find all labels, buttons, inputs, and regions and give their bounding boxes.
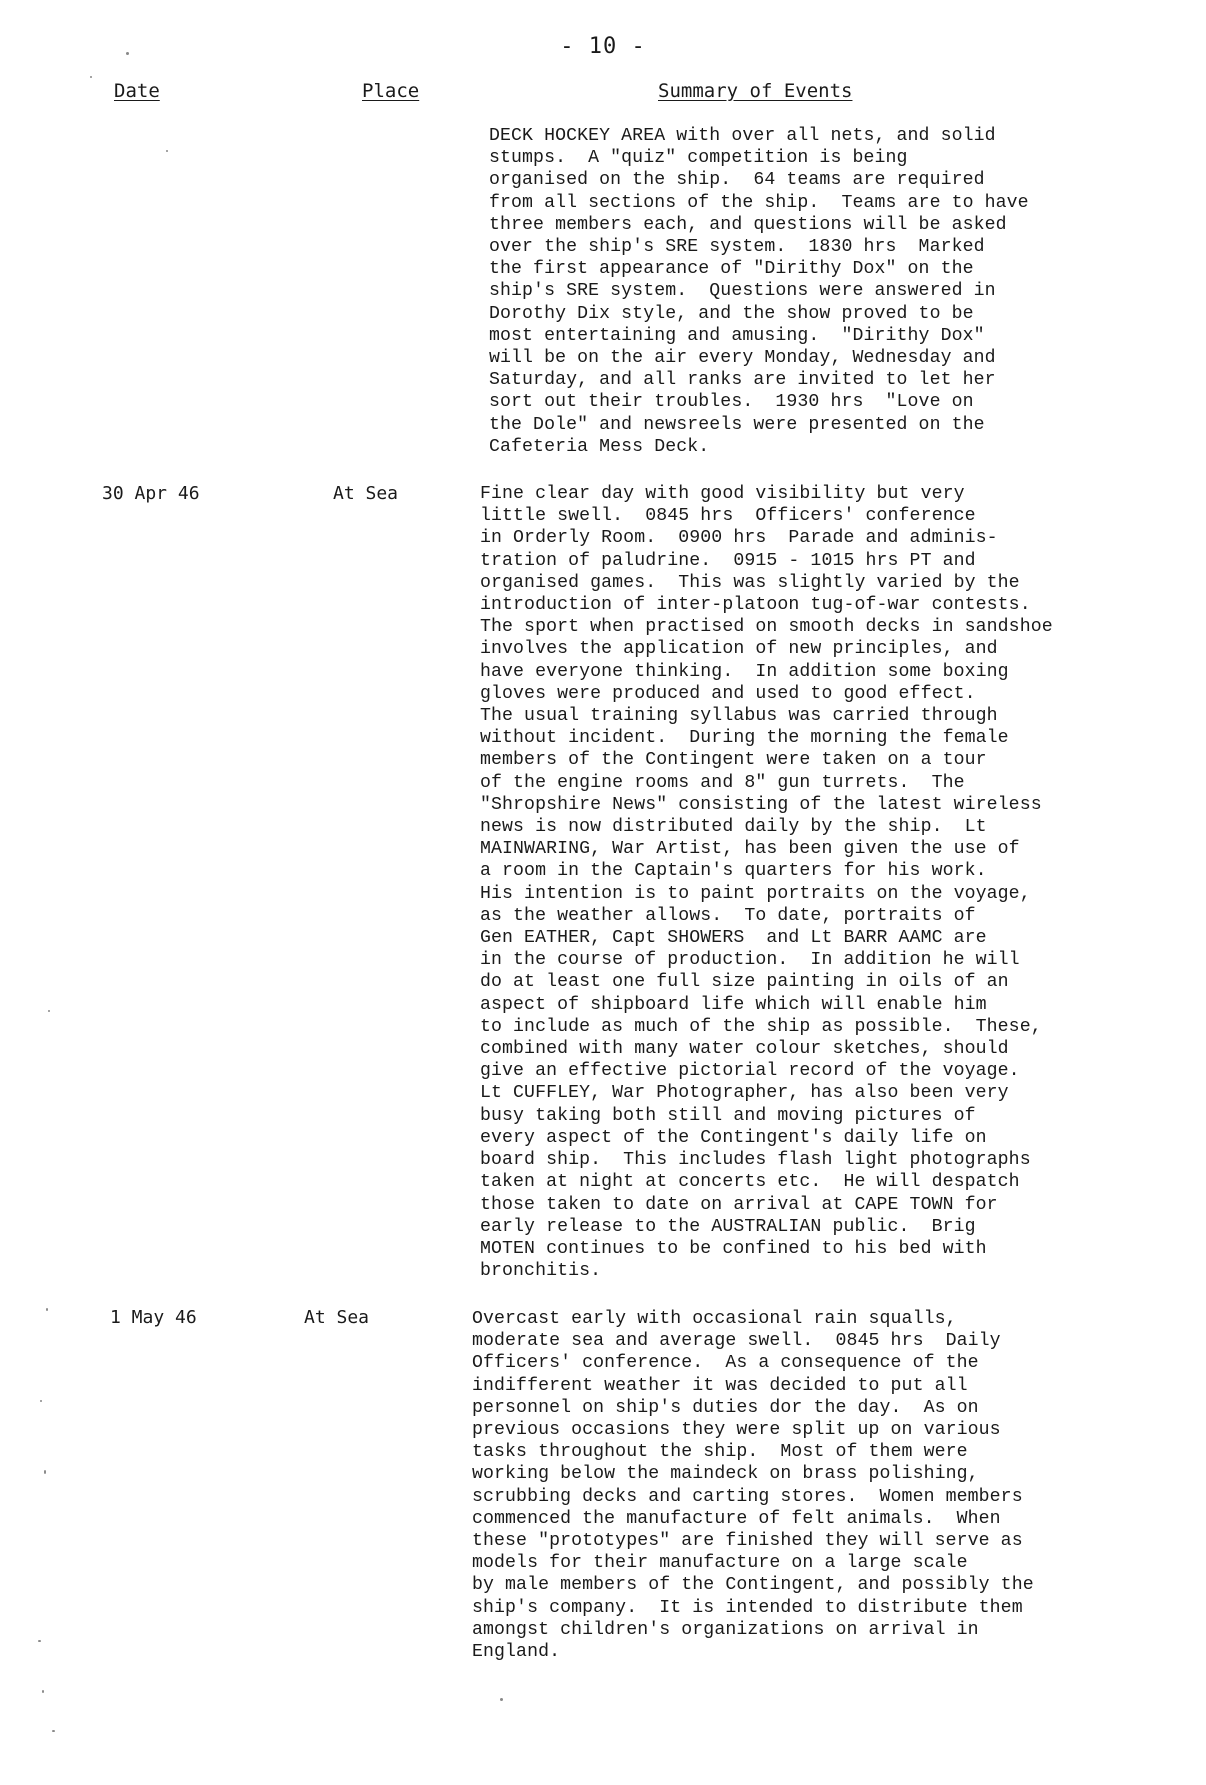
column-header-date: Date [114,80,160,102]
entry-date: 30 Apr 46 [102,483,200,504]
entry-summary: DECK HOCKEY AREA with over all nets, and solid stumps. A "quiz" competition is being organised on the ship. 64 teams are required from all sections of the ship. Teams are to have three members each, and questions will be asked over the ship's SRE system. 1830 hrs Marked the first appearance of "Dirithy Dox" on the ship's SRE system. Questions were answered in Dorothy Dix style, and the show proved to be most entertaining and amusing. "Dirithy Dox" will be on the air every Monday, Wednesday and Saturday, and all ranks are invited to let her sort out their troubles. 1930 hrs "Love on the Dole" and newsreels were presented on the Cafeteria Mess Deck. [489,126,1029,457]
entry-place: At Sea [333,483,399,504]
column-header-summary: Summary of Events [658,80,853,102]
column-header-place: Place [362,80,420,102]
entry-summary: Overcast early with occasional rain squalls, moderate sea and average swell. 0845 hrs Daily Officers' conference. As a consequence of the indifferent weather it was decided to put all personnel on ship's duties dor the day. As on previous occasions they were split up on various tasks throughout the ship. Most of them were working below the maindeck on brass polishing, scrubbing decks and carting stores. Women members commenced the manufacture of felt animals. When these "prototypes" are finished they will serve as models for their manufacture on a large scale by male members of the Contingent, and possibly the ship's company. It is intended to distribute them amongst children's organizations on arrival in England. [472,1309,1034,1663]
entry-place: At Sea [304,1307,370,1328]
entry-date: 1 May 46 [110,1307,197,1328]
entry-summary: Fine clear day with good visibility but very little swell. 0845 hrs Officers' conference in Orderly Room. 0900 hrs Parade and adminis- tration of paludrine. 0915 - 1015 hrs PT and organised games. This was slightly varied by the introduction of inter-platoon tug-of-war contests. The sport when practised on smooth decks in sandshoe involves the application of new principles, and have everyone thinking. In addition some boxing gloves were produced and used to good effect. The usual training syllabus was carried through without incident. During the morning the female members of the Contingent were taken on a tour of the engine rooms and 8" gun turrets. The "Shropshire News" consisting of the latest wireless news is now distributed daily by the ship. Lt MAINWARING, War Artist, has been given the use of a room in the Captain's quarters for his work. His intention is to paint portraits on the voyage, as the weather allows. To date, portraits of Gen EATHER, Capt SHOWERS and Lt BARR AAMC are in the course of production. In addition he will do at least one full size painting in oils of an aspect of shipboard life which will enable him to include as much of the ship as possible. These, combined with many water colour sketches, should give an effective pictorial record of the voyage. Lt CUFFLEY, War Photographer, has also been very busy taking both still and moving pictures of every aspect of the Contingent's daily life on board ship. This includes flash light photographs taken at night at concerts etc. He will despatch those taken to date on arrival at CAPE TOWN for early release to the AUSTRALIAN public. Brig MOTEN continues to be confined to his bed with bronchitis. [480,484,1053,1282]
page-number: - 10 - [560,34,646,59]
